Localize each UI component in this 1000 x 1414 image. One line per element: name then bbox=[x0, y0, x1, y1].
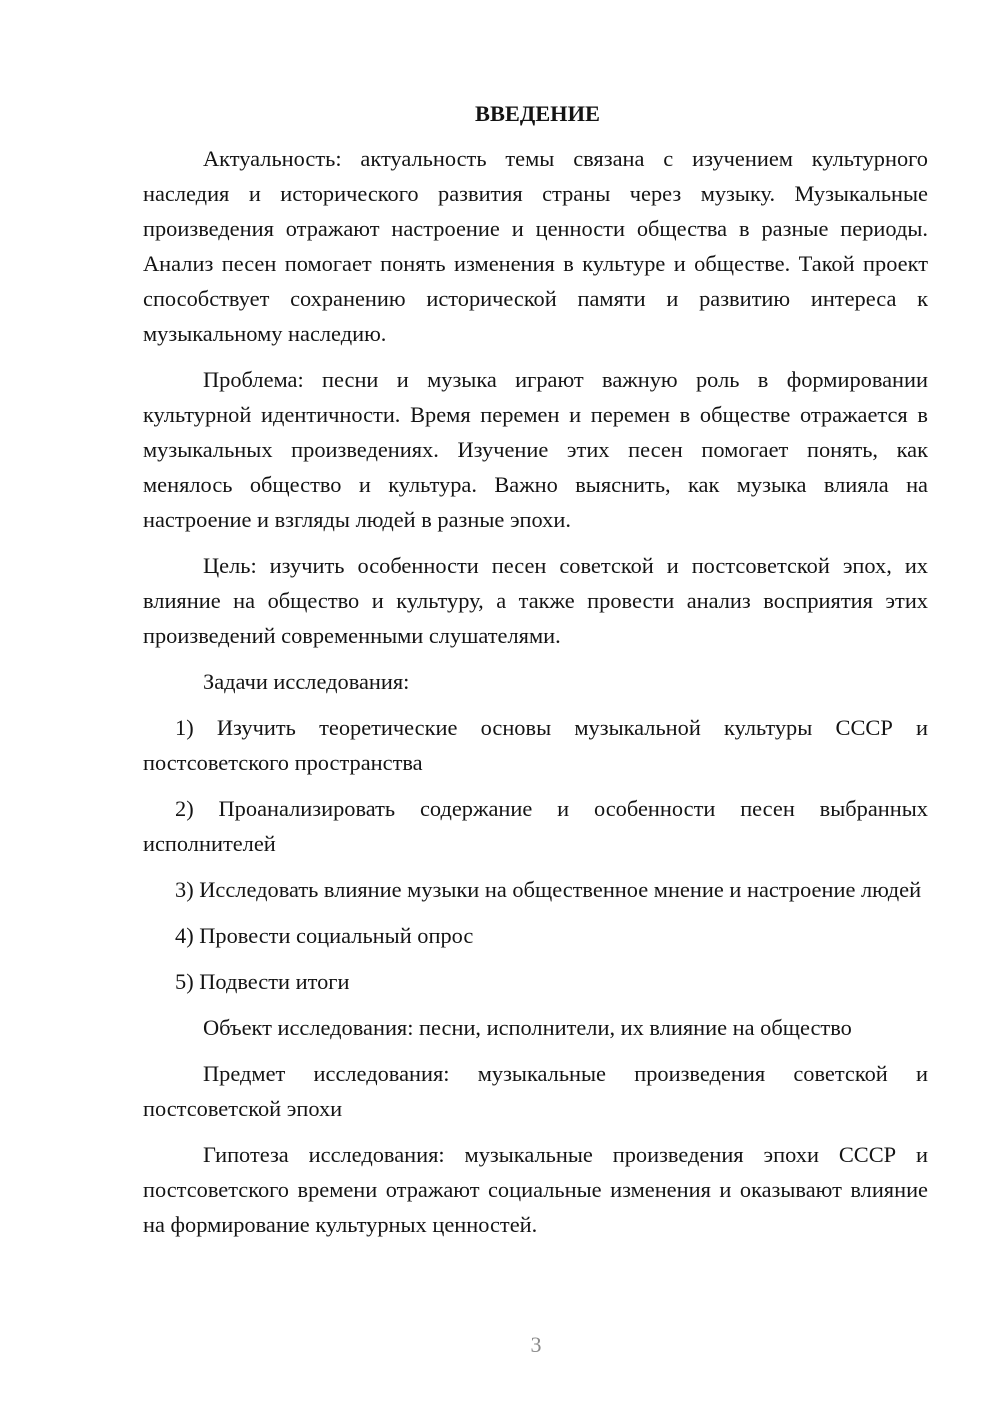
task-item-5: 5) Подвести итоги bbox=[175, 969, 350, 994]
problem-paragraph: Проблема: песни и музыка играют важную роль в формировании культурной идентичности. Время перемен и перемен в обществе отражается в музыкальных произведениях. Изучение этих песен помогает понять, как менялось общество и культура. Важно выяснить, как музыка влияла на настроение и взгляды людей в разные эпохи. bbox=[143, 367, 928, 532]
page-content bbox=[143, 96, 928, 1253]
subject-paragraph: Предмет исследования: музыкальные произведения советской и постсоветской эпохи bbox=[143, 1061, 928, 1121]
relevance-paragraph: Актуальность: актуальность темы связана с изучением культурного наследия и исторического развития страны через музыку. Музыкальные произведения отражают настроение и ценности общества в разные периоды. Анализ песен помогает понять изменения в культуре и обществе. Такой проект способствует сохранению исторической памяти и развитию интереса к музыкальному наследию. bbox=[143, 146, 928, 346]
task-item-2: 2) Проанализировать содержание и особенности песен выбранных исполнителей bbox=[143, 796, 928, 856]
hypothesis-paragraph: Гипотеза исследования: музыкальные произведения эпохи СССР и постсоветского времени отражают социальные изменения и оказывают влияние на формирование культурных ценностей. bbox=[143, 1142, 928, 1237]
tasks-heading: Задачи исследования: bbox=[203, 669, 410, 694]
page-number: 3 bbox=[530, 1332, 542, 1357]
goal-paragraph: Цель: изучить особенности песен советской и постсоветской эпох, их влияние на общество и культуру, а также провести анализ восприятия этих произведений современными слушателями. bbox=[143, 553, 928, 648]
task-item-4: 4) Провести социальный опрос bbox=[175, 923, 474, 948]
object-paragraph: Объект исследования: песни, исполнители, их влияние на общество bbox=[203, 1015, 852, 1040]
task-item-3: 3) Исследовать влияние музыки на общественное мнение и настроение людей bbox=[175, 877, 922, 902]
task-item-1: 1) Изучить теоретические основы музыкальной культуры СССР и постсоветского пространства bbox=[143, 715, 928, 775]
page-title: ВВЕДЕНИЕ bbox=[475, 101, 600, 126]
